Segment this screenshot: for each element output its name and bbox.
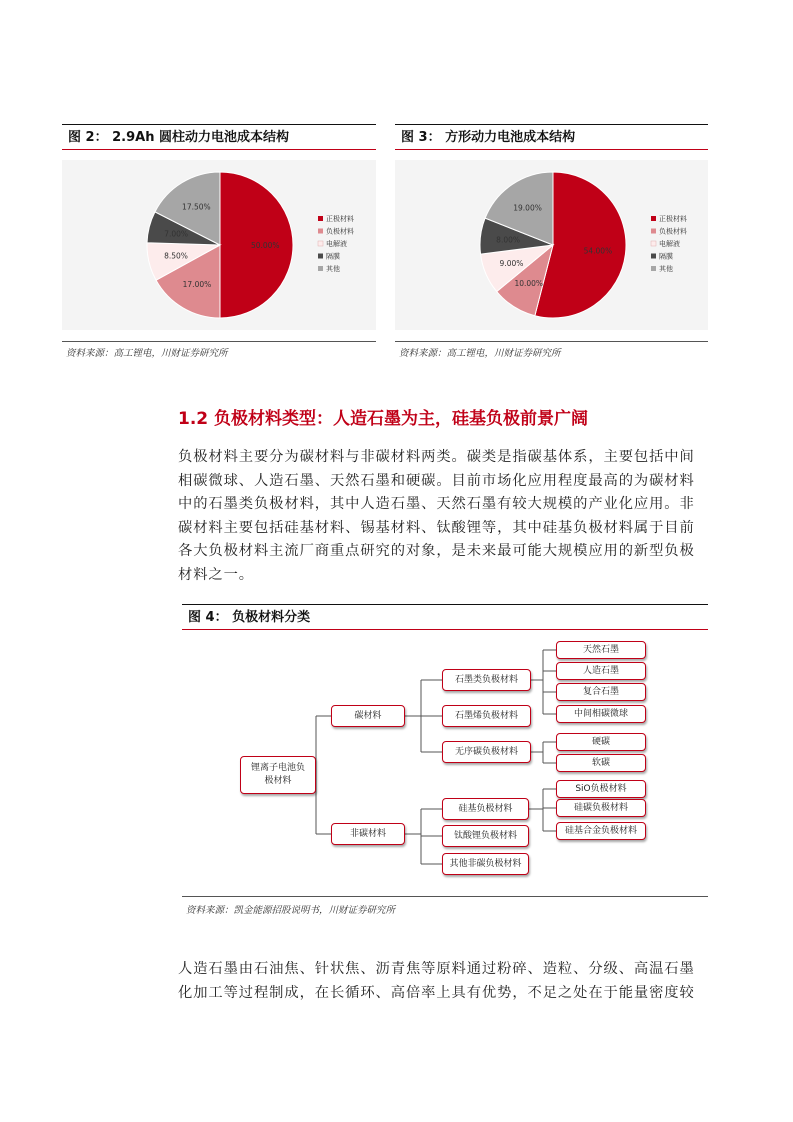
tree-sio: SiO负极材料 [556, 780, 646, 798]
tree-carbon: 碳材料 [331, 705, 405, 727]
tree-amorphous: 无序碳负极材料 [442, 741, 531, 763]
tree-other: 其他非碳负极材料 [442, 853, 529, 875]
figure3-legend-swatch-0 [651, 216, 656, 221]
figure3-legend-label-4: 其他 [659, 265, 673, 273]
figure3-title: 图 3： 方形动力电池成本结构 [395, 124, 708, 150]
figure3-legend-swatch-1 [651, 229, 656, 234]
figure3-legend-swatch-4 [651, 266, 656, 271]
figure3-legend-label-3: 隔膜 [659, 252, 673, 261]
figure2-slice-label-1: 17.00% [182, 279, 212, 289]
tree-sialloy: 硅基合金负极材料 [556, 822, 646, 840]
tree-mcmb: 中间相碳微球 [556, 705, 646, 723]
figure2-legend-label-1: 负极材料 [326, 227, 354, 236]
figure2-chart [62, 160, 376, 330]
tree-root: 锂离子电池负极材料 [240, 756, 316, 794]
para-line: 中的石墨类负极材料，其中人造石墨、天然石墨有较大规模的产业化应用。非 [178, 496, 695, 513]
tree-sic: 硅碳负极材料 [556, 799, 646, 817]
tree-graphene: 石墨烯负极材料 [442, 705, 531, 727]
para-line: 各大负极材料主流厂商重点研究的对象，是未来最可能大规模应用的新型负极 [178, 543, 695, 560]
figure3-legend-swatch-3 [651, 254, 656, 259]
figure2-legend-swatch-3 [318, 254, 323, 259]
figure2-title: 图 2： 2.9Ah 圆柱动力电池成本结构 [62, 124, 376, 150]
para-line: 化加工等过程制成，在长循环、高倍率上具有优势，不足之处在于能量密度较 [178, 984, 695, 1001]
figure3-slice-label-2: 9.00% [499, 258, 524, 268]
figure3-pie-svg [395, 160, 708, 330]
tree-lto: 钛酸锂负极材料 [442, 825, 529, 847]
figure2-pie-svg [62, 160, 376, 330]
figure3-chart [395, 160, 708, 330]
figure3-legend-label-1: 负极材料 [659, 227, 687, 236]
tree-soft: 软碳 [556, 754, 646, 772]
figure3-slice-label-4: 19.00% [513, 203, 542, 213]
figure3-legend-label-0: 正极材料 [659, 215, 687, 223]
para-line: 碳材料主要包括硅基材料、锡基材料、钛酸锂等，其中硅基负极材料属于目前 [178, 519, 695, 536]
figure3-legend-label-2: 电解液 [659, 240, 680, 248]
figure2-slice-label-2: 8.50% [164, 251, 188, 261]
tree-graphite: 石墨类负极材料 [442, 669, 531, 691]
figure3-source: 资料来源：高工锂电，川财证券研究所 [399, 348, 561, 359]
tree-natural: 天然石墨 [556, 641, 646, 659]
tree-silicon: 硅基负极材料 [442, 798, 529, 820]
para-line: 负极材料主要分为碳材料与非碳材料两类。碳类是指碳基体系，主要包括中间 [178, 449, 695, 465]
figure2-legend-label-2: 电解液 [326, 240, 347, 248]
tree-noncarbon: 非碳材料 [331, 823, 405, 845]
figure2-legend-label-0: 正极材料 [326, 215, 354, 223]
closing-paragraph [178, 958, 716, 1005]
figure2-legend-swatch-2 [318, 241, 323, 246]
para-line: 相碳微球、人造石墨、天然石墨和硬碳。目前市场化应用程度最高的为碳材料 [178, 472, 695, 489]
figure2-legend-swatch-0 [318, 216, 323, 221]
para-line: 人造石墨由石油焦、针状焦、沥青焦等原料通过粉碎、造粒、分级、高温石墨 [178, 961, 695, 977]
figure3-legend-swatch-2 [651, 241, 656, 246]
figure2-slice-label-0: 50.00% [250, 241, 280, 250]
figure2-slice-label-3: 7.00% [164, 229, 189, 239]
tree-composite: 复合石墨 [556, 683, 646, 701]
body-paragraph [178, 446, 716, 588]
para-line: 材料之一。 [178, 566, 254, 583]
figure2-legend-label-4: 其他 [326, 265, 340, 273]
figure2-legend-swatch-4 [318, 266, 323, 271]
figure2-slice-label-4: 17.50% [182, 202, 211, 212]
figure3-slice-label-0: 54.00% [583, 246, 613, 256]
figure4-title: 图 4： 负极材料分类 [182, 604, 708, 630]
figure3-slice-label-3: 8.00% [496, 235, 521, 245]
tree-hard: 硬碳 [556, 733, 646, 751]
figure2-legend-swatch-1 [318, 229, 323, 234]
figure2-legend-label-3: 隔膜 [326, 252, 340, 261]
figure4-source: 资料来源：凯金能源招股说明书，川财证券研究所 [186, 905, 396, 916]
tree-artificial: 人造石墨 [556, 662, 646, 680]
figure2-source: 资料来源：高工锂电，川财证券研究所 [66, 348, 228, 359]
figure3-slice-label-1: 10.00% [514, 279, 544, 289]
section-heading: 1.2 负极材料类型：人造石墨为主，硅基负极前景广阔 [178, 409, 589, 429]
